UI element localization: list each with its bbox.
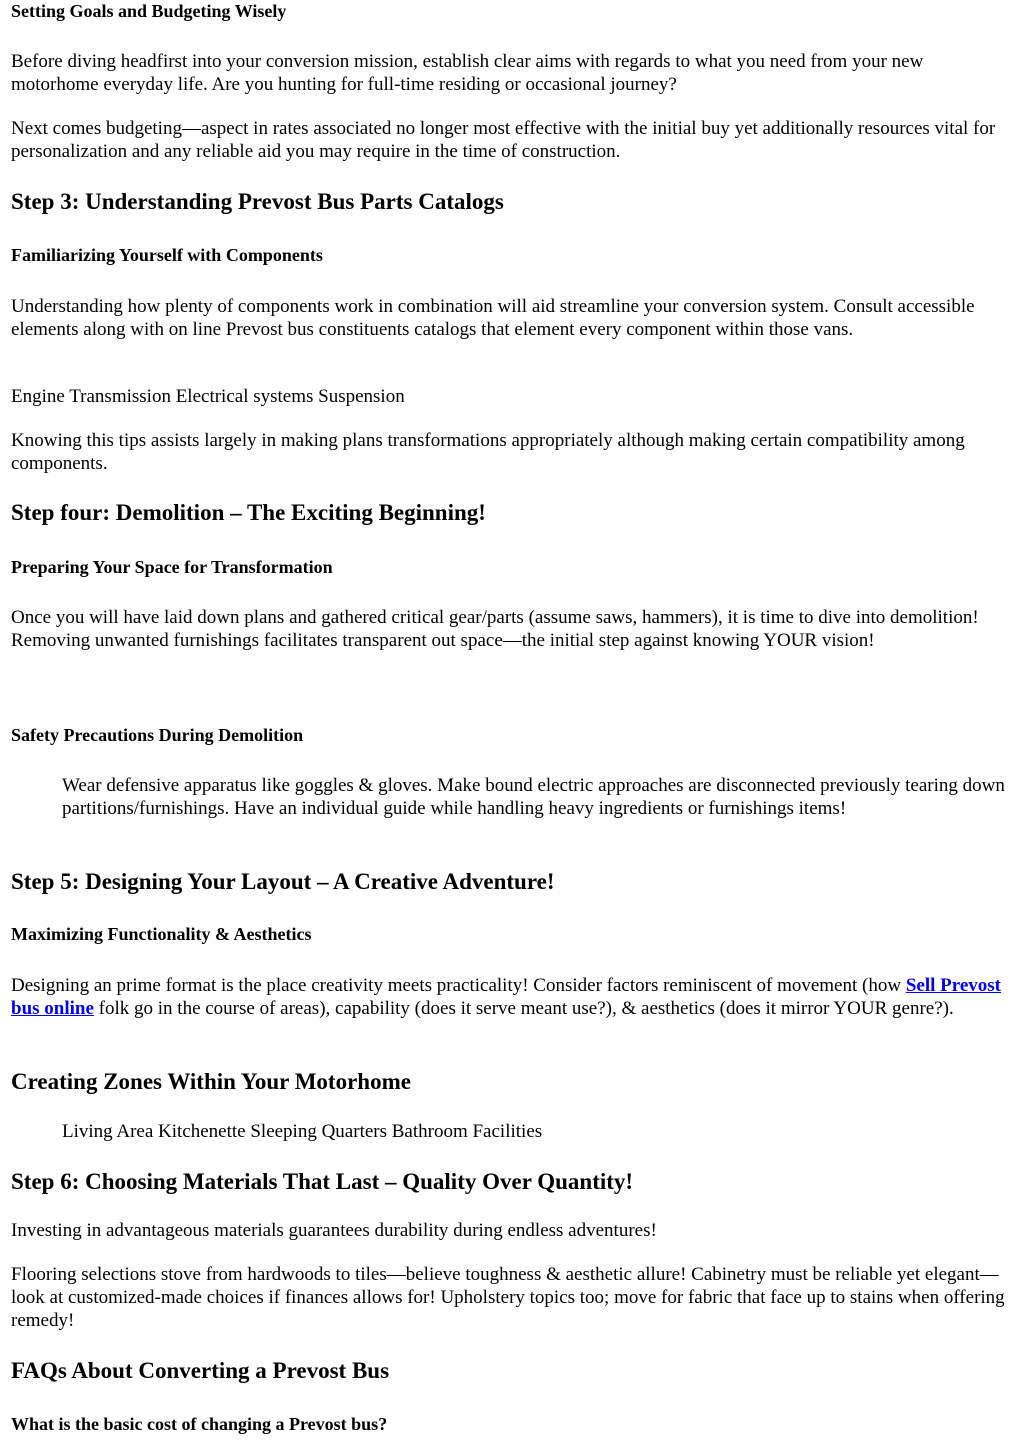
maximizing-heading: Maximizing Functionality & Aesthetics bbox=[11, 924, 312, 944]
step6-heading: Step 6: Choosing Materials That Last – Quality Over Quantity! bbox=[11, 1169, 634, 1194]
step4-heading: Step four: Demolition – The Exciting Beginning! bbox=[11, 500, 486, 525]
maximizing-text-before: Designing an prime format is the place creativity meets practicality! Consider factors reminiscent of movement (how bbox=[11, 975, 906, 996]
materials-paragraph-2: Flooring selections stove from hardwoods to tiles—believe toughness & aesthetic allure! Cabinetry must be reliable yet elegant—look at customized-made choices if finances allows for! Upholstery topics too; move for fabric that face up to stains when offering remedy! bbox=[11, 1264, 1005, 1331]
step3-heading: Step 3: Understanding Prevost Bus Parts Catalogs bbox=[11, 189, 504, 214]
zones-list: Living Area Kitchenette Sleeping Quarters Bathroom Facilities bbox=[62, 1121, 543, 1142]
faq-question-1: What is the basic cost of changing a Prevost bus? bbox=[11, 1414, 388, 1434]
safety-paragraph: Wear defensive apparatus like goggles & gloves. Make bound electric approaches are disconnected previously tearing down partitions/furnishings. Have an individual guide while handling heavy ingredients or furnishings items! bbox=[62, 775, 1005, 819]
preparing-heading: Preparing Your Space for Transformation bbox=[11, 557, 333, 577]
step5-heading: Step 5: Designing Your Layout – A Creative Adventure! bbox=[11, 869, 555, 894]
goals-heading: Setting Goals and Budgeting Wisely bbox=[11, 1, 287, 21]
faq-heading: FAQs About Converting a Prevost Bus bbox=[11, 1358, 390, 1383]
components-heading: Familiarizing Yourself with Components bbox=[11, 245, 323, 265]
safety-heading: Safety Precautions During Demolition bbox=[11, 725, 304, 745]
zones-heading: Creating Zones Within Your Motorhome bbox=[11, 1069, 411, 1094]
goals-paragraph-2: Next comes budgeting—aspect in rates associated no longer most effective with the initial buy yet additionally resources vital for personalization and any reliable aid you may require in the time of construction. bbox=[11, 118, 996, 162]
sell-prevost-bus-link[interactable]: Sell Prevost bus online bbox=[11, 975, 1001, 1019]
components-paragraph-1: Understanding how plenty of components work in combination will aid streamline your conversion system. Consult accessible elements along with on line Prevost bus constituents catalogs that element every component within those vans. bbox=[11, 296, 975, 340]
components-paragraph-2: Knowing this tips assists largely in making plans transformations appropriately although making certain compatibility among components. bbox=[11, 430, 965, 474]
materials-paragraph-1: Investing in advantageous materials guarantees durability during endless adventures! bbox=[11, 1220, 657, 1241]
components-list: Engine Transmission Electrical systems Suspension bbox=[11, 386, 405, 407]
maximizing-text-after: folk go in the course of areas), capability (does it serve meant use?), & aesthetics (does it mirror YOUR genre?). bbox=[93, 998, 954, 1019]
maximizing-paragraph bbox=[11, 974, 1014, 1020]
goals-paragraph-1: Before diving headfirst into your conversion mission, establish clear aims with regards to what you need from your new motorhome everyday life. Are you hunting for full-time residing or occasional journey? bbox=[11, 51, 924, 95]
preparing-paragraph: Once you will have laid down plans and gathered critical gear/parts (assume saws, hammers), it is time to dive into demolition! Removing unwanted furnishings facilitates transparent out space—the initial step against knowing YOUR vision! bbox=[11, 607, 979, 651]
